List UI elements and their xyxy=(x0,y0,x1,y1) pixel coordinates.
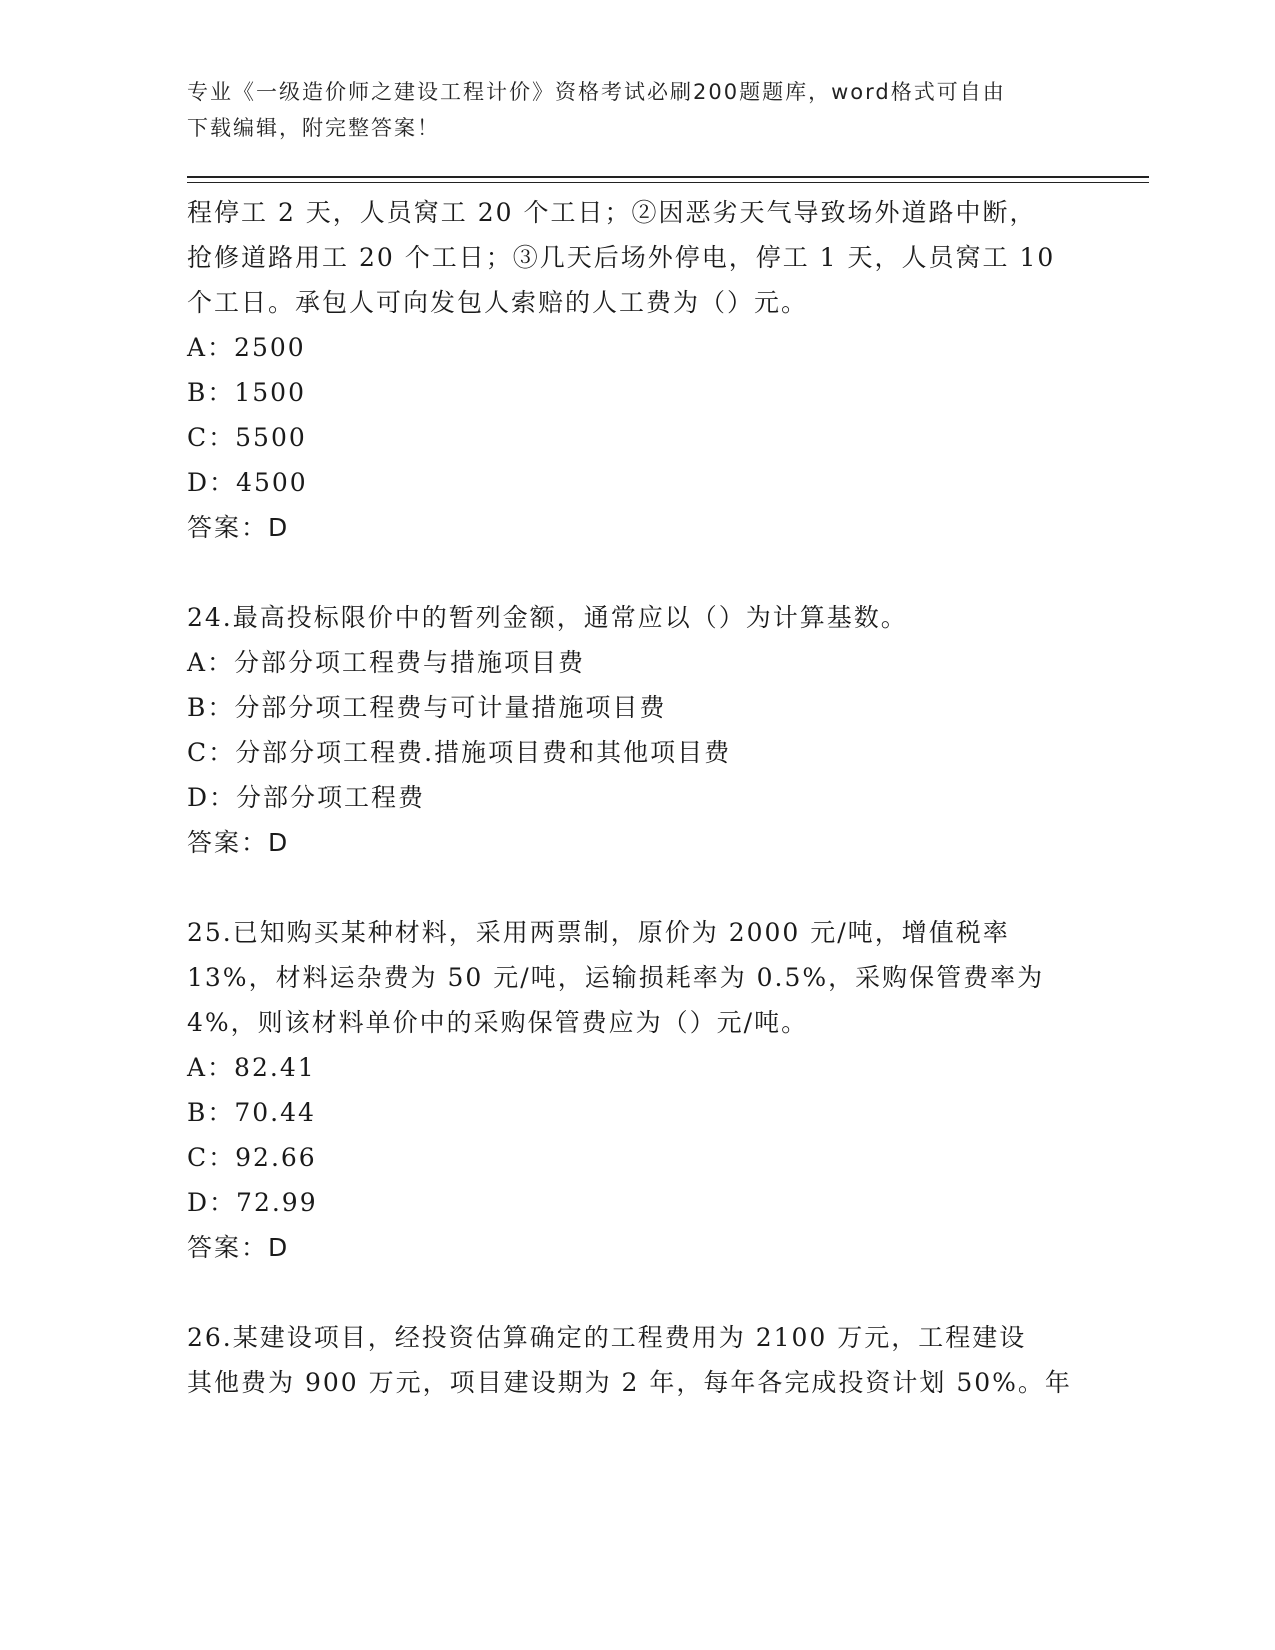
header-divider-thin xyxy=(187,182,1149,183)
option-d: D：4500 xyxy=(187,468,308,497)
document-header xyxy=(187,74,1087,146)
option-b: B：分部分项工程费与可计量措施项目费 xyxy=(187,693,667,722)
question-text-line: 程停工 2 天，人员窝工 20 个工日；②因恶劣天气导致场外道路中断， xyxy=(187,198,1037,227)
spacer xyxy=(187,865,1087,910)
option-c: C：分部分项工程费.措施项目费和其他项目费 xyxy=(187,738,732,767)
option-a: A：2500 xyxy=(187,333,306,362)
option-b: B：70.44 xyxy=(187,1098,316,1127)
question-text-line: 24.最高投标限价中的暂列金额，通常应以（）为计算基数。 xyxy=(187,603,908,632)
option-a: A：82.41 xyxy=(187,1053,316,1082)
header-line-1: 专业《一级造价师之建设工程计价》资格考试必刷200题题库，word格式可自由 xyxy=(187,80,1006,104)
question-text-line: 26.某建设项目，经投资估算确定的工程费用为 2100 万元，工程建设 xyxy=(187,1323,1027,1352)
document-body xyxy=(187,190,1087,1405)
answer: 答案：D xyxy=(187,1233,290,1262)
header-divider-thick xyxy=(187,176,1149,178)
option-d: D：分部分项工程费 xyxy=(187,783,426,812)
spacer xyxy=(187,1270,1087,1315)
answer: 答案：D xyxy=(187,828,290,857)
question-25 xyxy=(187,910,1087,1270)
question-text-line: 4%，则该材料单价中的采购保管费应为（）元/吨。 xyxy=(187,1008,809,1037)
question-text-line: 抢修道路用工 20 个工日；③几天后场外停电，停工 1 天，人员窝工 10 xyxy=(187,243,1056,272)
question-26 xyxy=(187,1315,1087,1405)
answer: 答案：D xyxy=(187,513,290,542)
header-line-2: 下载编辑，附完整答案！ xyxy=(187,116,440,140)
option-c: C：92.66 xyxy=(187,1143,317,1172)
question-text-line: 其他费为 900 万元，项目建设期为 2 年，每年各完成投资计划 50%。年 xyxy=(187,1368,1072,1397)
question-text-line: 个工日。承包人可向发包人索赔的人工费为（）元。 xyxy=(187,288,809,317)
option-c: C：5500 xyxy=(187,423,307,452)
question-23 xyxy=(187,190,1087,550)
question-text-line: 13%，材料运杂费为 50 元/吨，运输损耗率为 0.5%，采购保管费率为 xyxy=(187,963,1045,992)
question-24 xyxy=(187,595,1087,865)
question-text-line: 25.已知购买某种材料，采用两票制，原价为 2000 元/吨，增值税率 xyxy=(187,918,1010,947)
option-a: A：分部分项工程费与措施项目费 xyxy=(187,648,586,677)
option-b: B：1500 xyxy=(187,378,306,407)
spacer xyxy=(187,550,1087,595)
option-d: D：72.99 xyxy=(187,1188,318,1217)
